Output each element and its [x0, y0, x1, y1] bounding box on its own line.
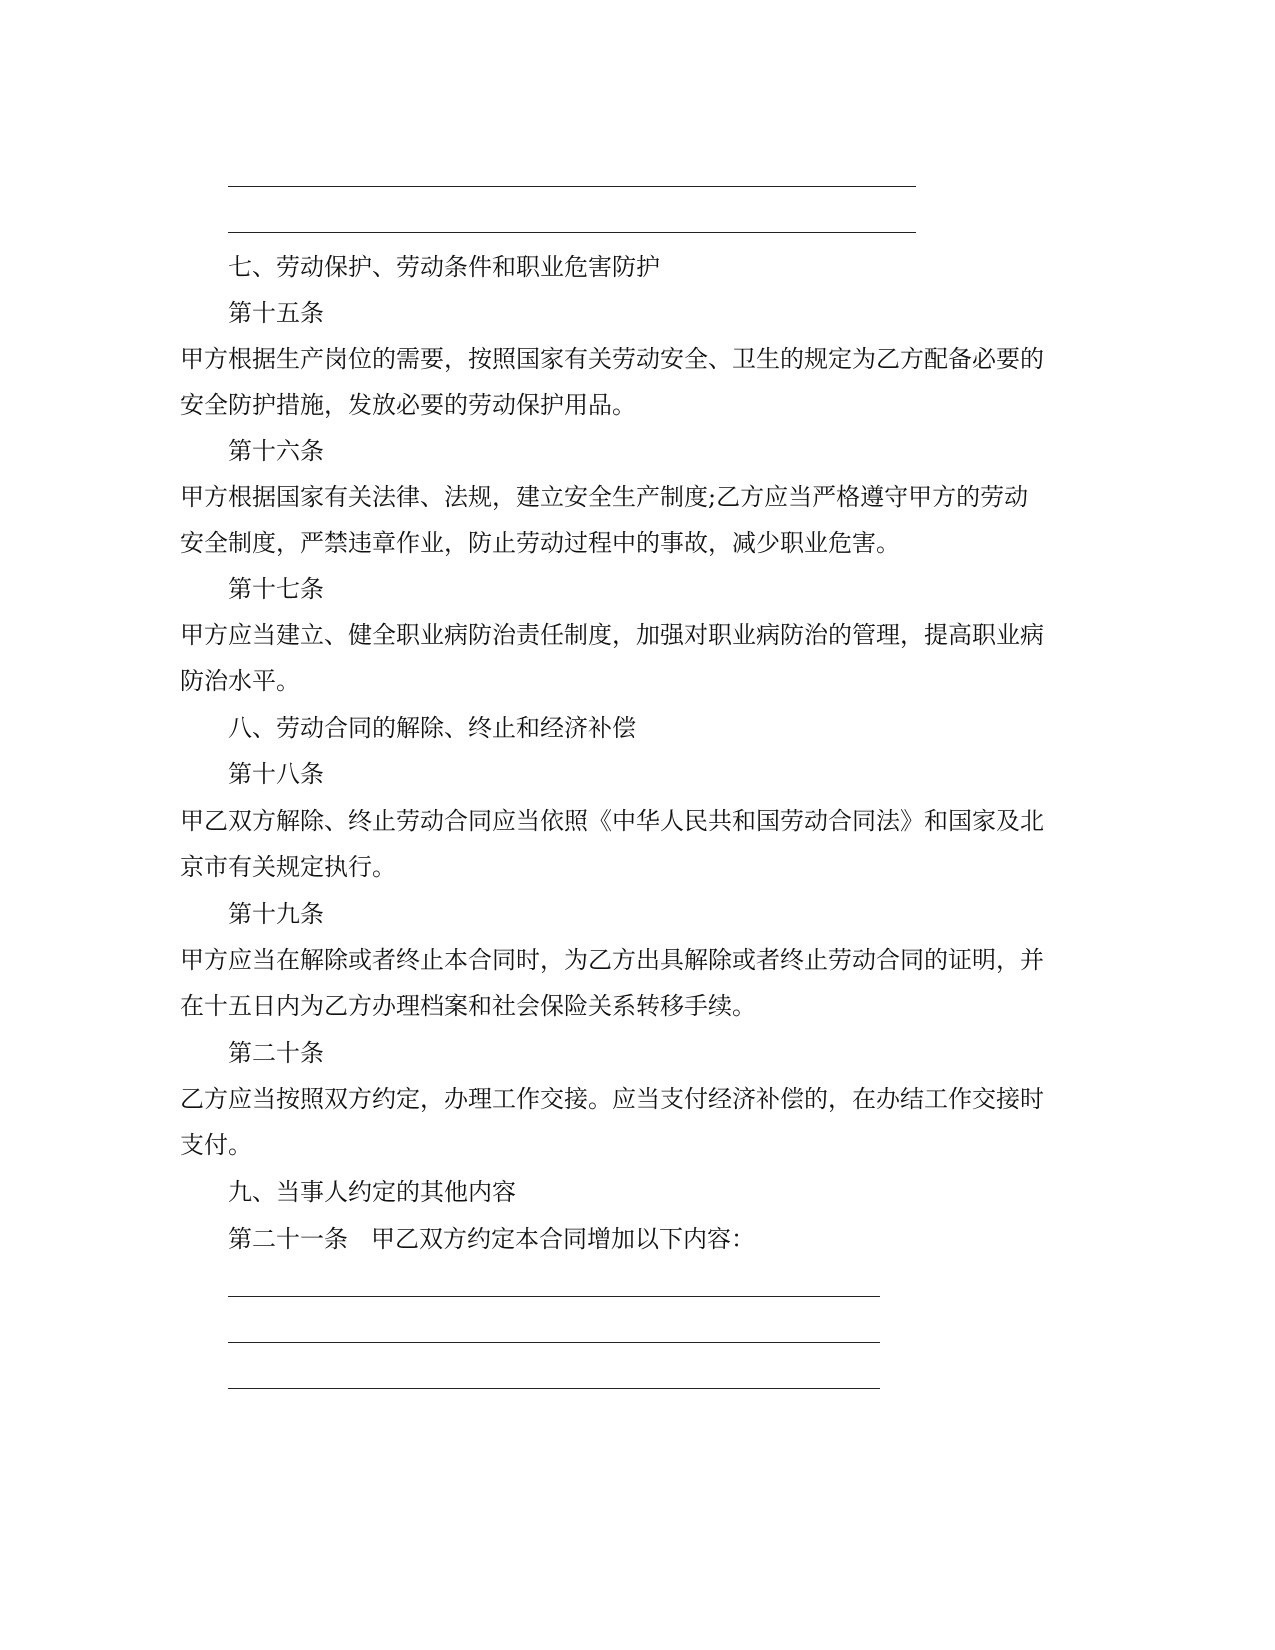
article-text-line: 甲方应当在解除或者终止本合同时，为乙方出具解除或者终止劳动合同的证明，并 [180, 946, 1044, 974]
fill-in-blank-line[interactable] [228, 1342, 880, 1343]
fill-in-blank-line[interactable] [228, 1388, 880, 1389]
article-text-line: 安全制度，严禁违章作业，防止劳动过程中的事故，减少职业危害。 [180, 529, 900, 557]
fill-in-blank-line[interactable] [228, 1296, 880, 1297]
article-text-line: 甲方根据国家有关法律、法规，建立安全生产制度;乙方应当严格遵守甲方的劳动 [180, 483, 1029, 511]
fill-in-blank-line[interactable] [228, 232, 916, 233]
article-text-line: 甲方应当建立、健全职业病防治责任制度，加强对职业病防治的管理，提高职业病 [180, 621, 1044, 649]
article-text-line: 甲乙双方约定本合同增加以下内容： [371, 1225, 755, 1253]
article-title: 第十八条 [228, 760, 324, 788]
fill-in-blank-line[interactable] [228, 186, 916, 187]
section-heading: 七、劳动保护、劳动条件和职业危害防护 [228, 253, 660, 281]
article-text-line: 在十五日内为乙方办理档案和社会保险关系转移手续。 [180, 992, 756, 1020]
section-heading: 八、劳动合同的解除、终止和经济补偿 [228, 714, 636, 742]
article-text-line: 防治水平。 [180, 667, 300, 695]
section-heading: 九、当事人约定的其他内容 [228, 1178, 516, 1206]
article-text-line: 乙方应当按照双方约定，办理工作交接。应当支付经济补偿的，在办结工作交接时 [180, 1085, 1044, 1113]
article-text-line: 甲乙双方解除、终止劳动合同应当依照《中华人民共和国劳动合同法》和国家及北 [180, 807, 1044, 835]
article-title: 第十六条 [228, 437, 324, 465]
article-title: 第十七条 [228, 575, 324, 603]
article-title: 第十五条 [228, 299, 324, 327]
article-text-line: 京市有关规定执行。 [180, 853, 396, 881]
article-title: 第十九条 [228, 900, 324, 928]
article-text-line: 安全防护措施，发放必要的劳动保护用品。 [180, 391, 636, 419]
article-title: 第二十条 [228, 1039, 324, 1067]
article-title: 第二十一条 [228, 1225, 348, 1253]
article-text-line: 甲方根据生产岗位的需要，按照国家有关劳动安全、卫生的规定为乙方配备必要的 [180, 345, 1044, 373]
article-text-line: 支付。 [180, 1131, 252, 1159]
